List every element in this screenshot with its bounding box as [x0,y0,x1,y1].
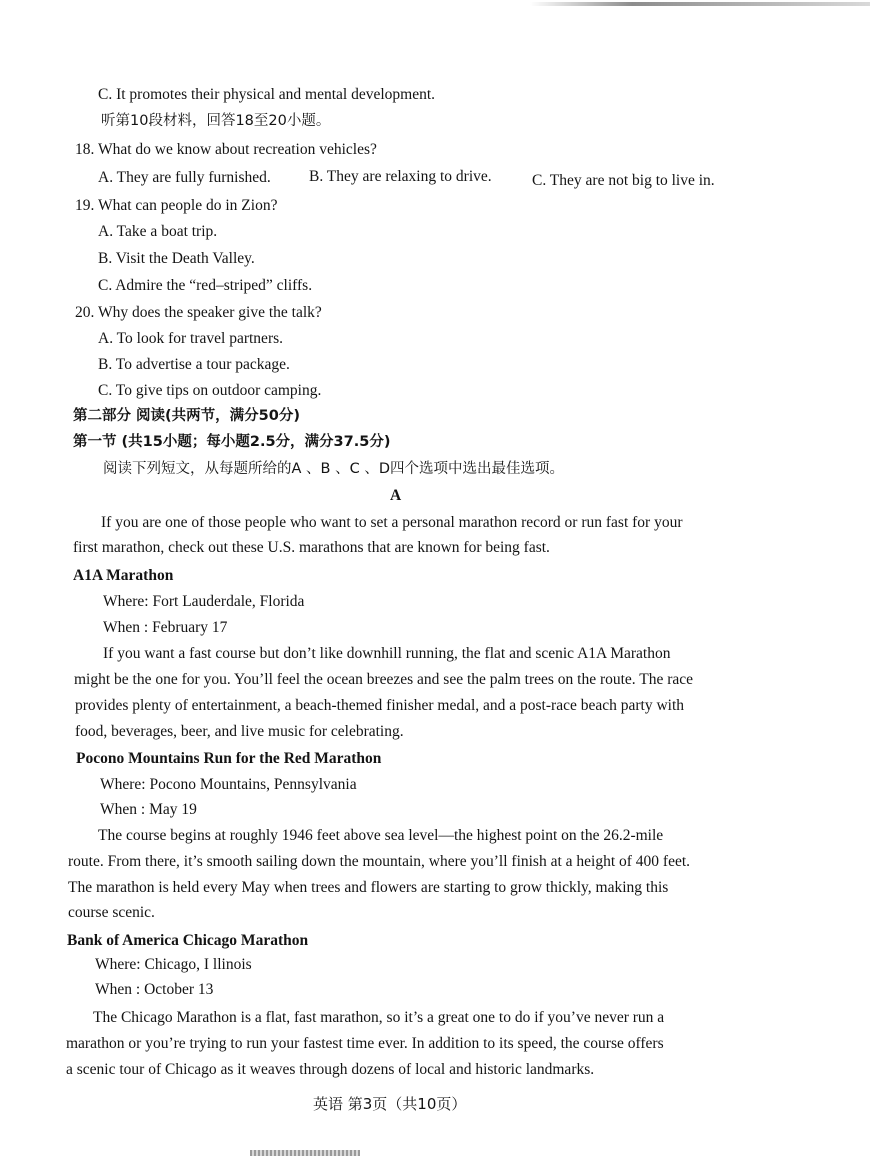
question-18-stem: 18. What do we know about recreation vehicles? [75,141,377,158]
question-18-option-b: B. They are relaxing to drive. [309,168,492,185]
question-18-option-a: A. They are fully furnished. [98,169,271,186]
marathon-pocono-where: Where: Pocono Mountains, Pennsylvania [100,776,357,793]
question-20-stem: 20. Why does the speaker give the talk? [75,304,322,321]
question-20-option-c: C. To give tips on outdoor camping. [98,382,322,399]
section1-heading: 第一节 (共15小题；每小题2.5分，满分37.5分) [73,434,391,450]
marathon-pocono-title: Pocono Mountains Run for the Red Marathon [76,750,382,767]
listening-section-10-heading: 听第10段材料，回答18至20小题。 [101,113,331,129]
question-19-option-a: A. Take a boat trip. [98,223,218,240]
marathon-a1a-where: Where: Fort Lauderdale, Florida [103,593,305,610]
scan-edge-mark [530,2,870,6]
marathon-a1a-title: A1A Marathon [73,567,174,584]
marathon-chicago-body-line-1: The Chicago Marathon is a flat, fast marathon, so it’s a great one to do if you’ve never run a [93,1009,665,1026]
q17-option-c: C. It promotes their physical and mental development. [98,86,436,103]
marathon-pocono-body-line-2: route. From there, it’s smooth sailing down the mountain, where you’ll finish at a height of 400 feet. [68,853,691,870]
question-19-option-c: C. Admire the “red–striped” cliffs. [98,277,313,294]
marathon-a1a-body-line-3: provides plenty of entertainment, a beach-themed finisher medal, and a post-race beach party with [75,697,684,714]
marathon-a1a-body-line-1: If you want a fast course but don’t like downhill running, the flat and scenic A1A Marathon [103,645,671,662]
page-footer: 英语 第3页（共10页） [313,1095,467,1113]
scan-edge-mark-bottom [250,1150,360,1156]
marathon-chicago-where: Where: Chicago, I llinois [95,956,252,973]
question-19-option-b: B. Visit the Death Valley. [98,250,255,267]
marathon-chicago-when: When : October 13 [95,981,214,998]
marathon-pocono-body-line-3: The marathon is held every May when trees and flowers are starting to grow thickly, making this [68,879,669,896]
passage-label: A [390,487,402,504]
marathon-pocono-when: When : May 19 [100,801,197,818]
marathon-a1a-when: When : February 17 [103,619,228,636]
question-20-option-b: B. To advertise a tour package. [98,356,290,373]
question-18-option-c: C. They are not big to live in. [532,172,715,189]
intro-line-1: If you are one of those people who want to set a personal marathon record or run fast for your [101,514,683,531]
marathon-a1a-body-line-2: might be the one for you. You’ll feel the ocean breezes and see the palm trees on the route. The race [74,671,694,688]
marathon-pocono-body-line-1: The course begins at roughly 1946 feet above sea level—the highest point on the 26.2-mile [98,827,664,844]
intro-line-2: first marathon, check out these U.S. marathons that are known for being fast. [73,539,550,556]
part2-reading-heading: 第二部分 阅读(共两节，满分50分) [73,408,300,424]
marathon-a1a-body-line-4: food, beverages, beer, and live music for celebrating. [75,723,404,740]
marathon-chicago-title: Bank of America Chicago Marathon [67,932,309,949]
question-19-stem: 19. What can people do in Zion? [75,197,278,214]
marathon-chicago-body-line-2: marathon or you’re trying to run your fastest time ever. In addition to its speed, the course offers [66,1035,664,1052]
reading-instructions: 阅读下列短文，从每题所给的A 、B 、C 、D四个选项中选出最佳选项。 [103,461,564,477]
marathon-pocono-body-line-4: course scenic. [68,904,155,921]
marathon-chicago-body-line-3: a scenic tour of Chicago as it weaves through dozens of local and historic landmarks. [66,1061,595,1078]
question-20-option-a: A. To look for travel partners. [98,330,284,347]
